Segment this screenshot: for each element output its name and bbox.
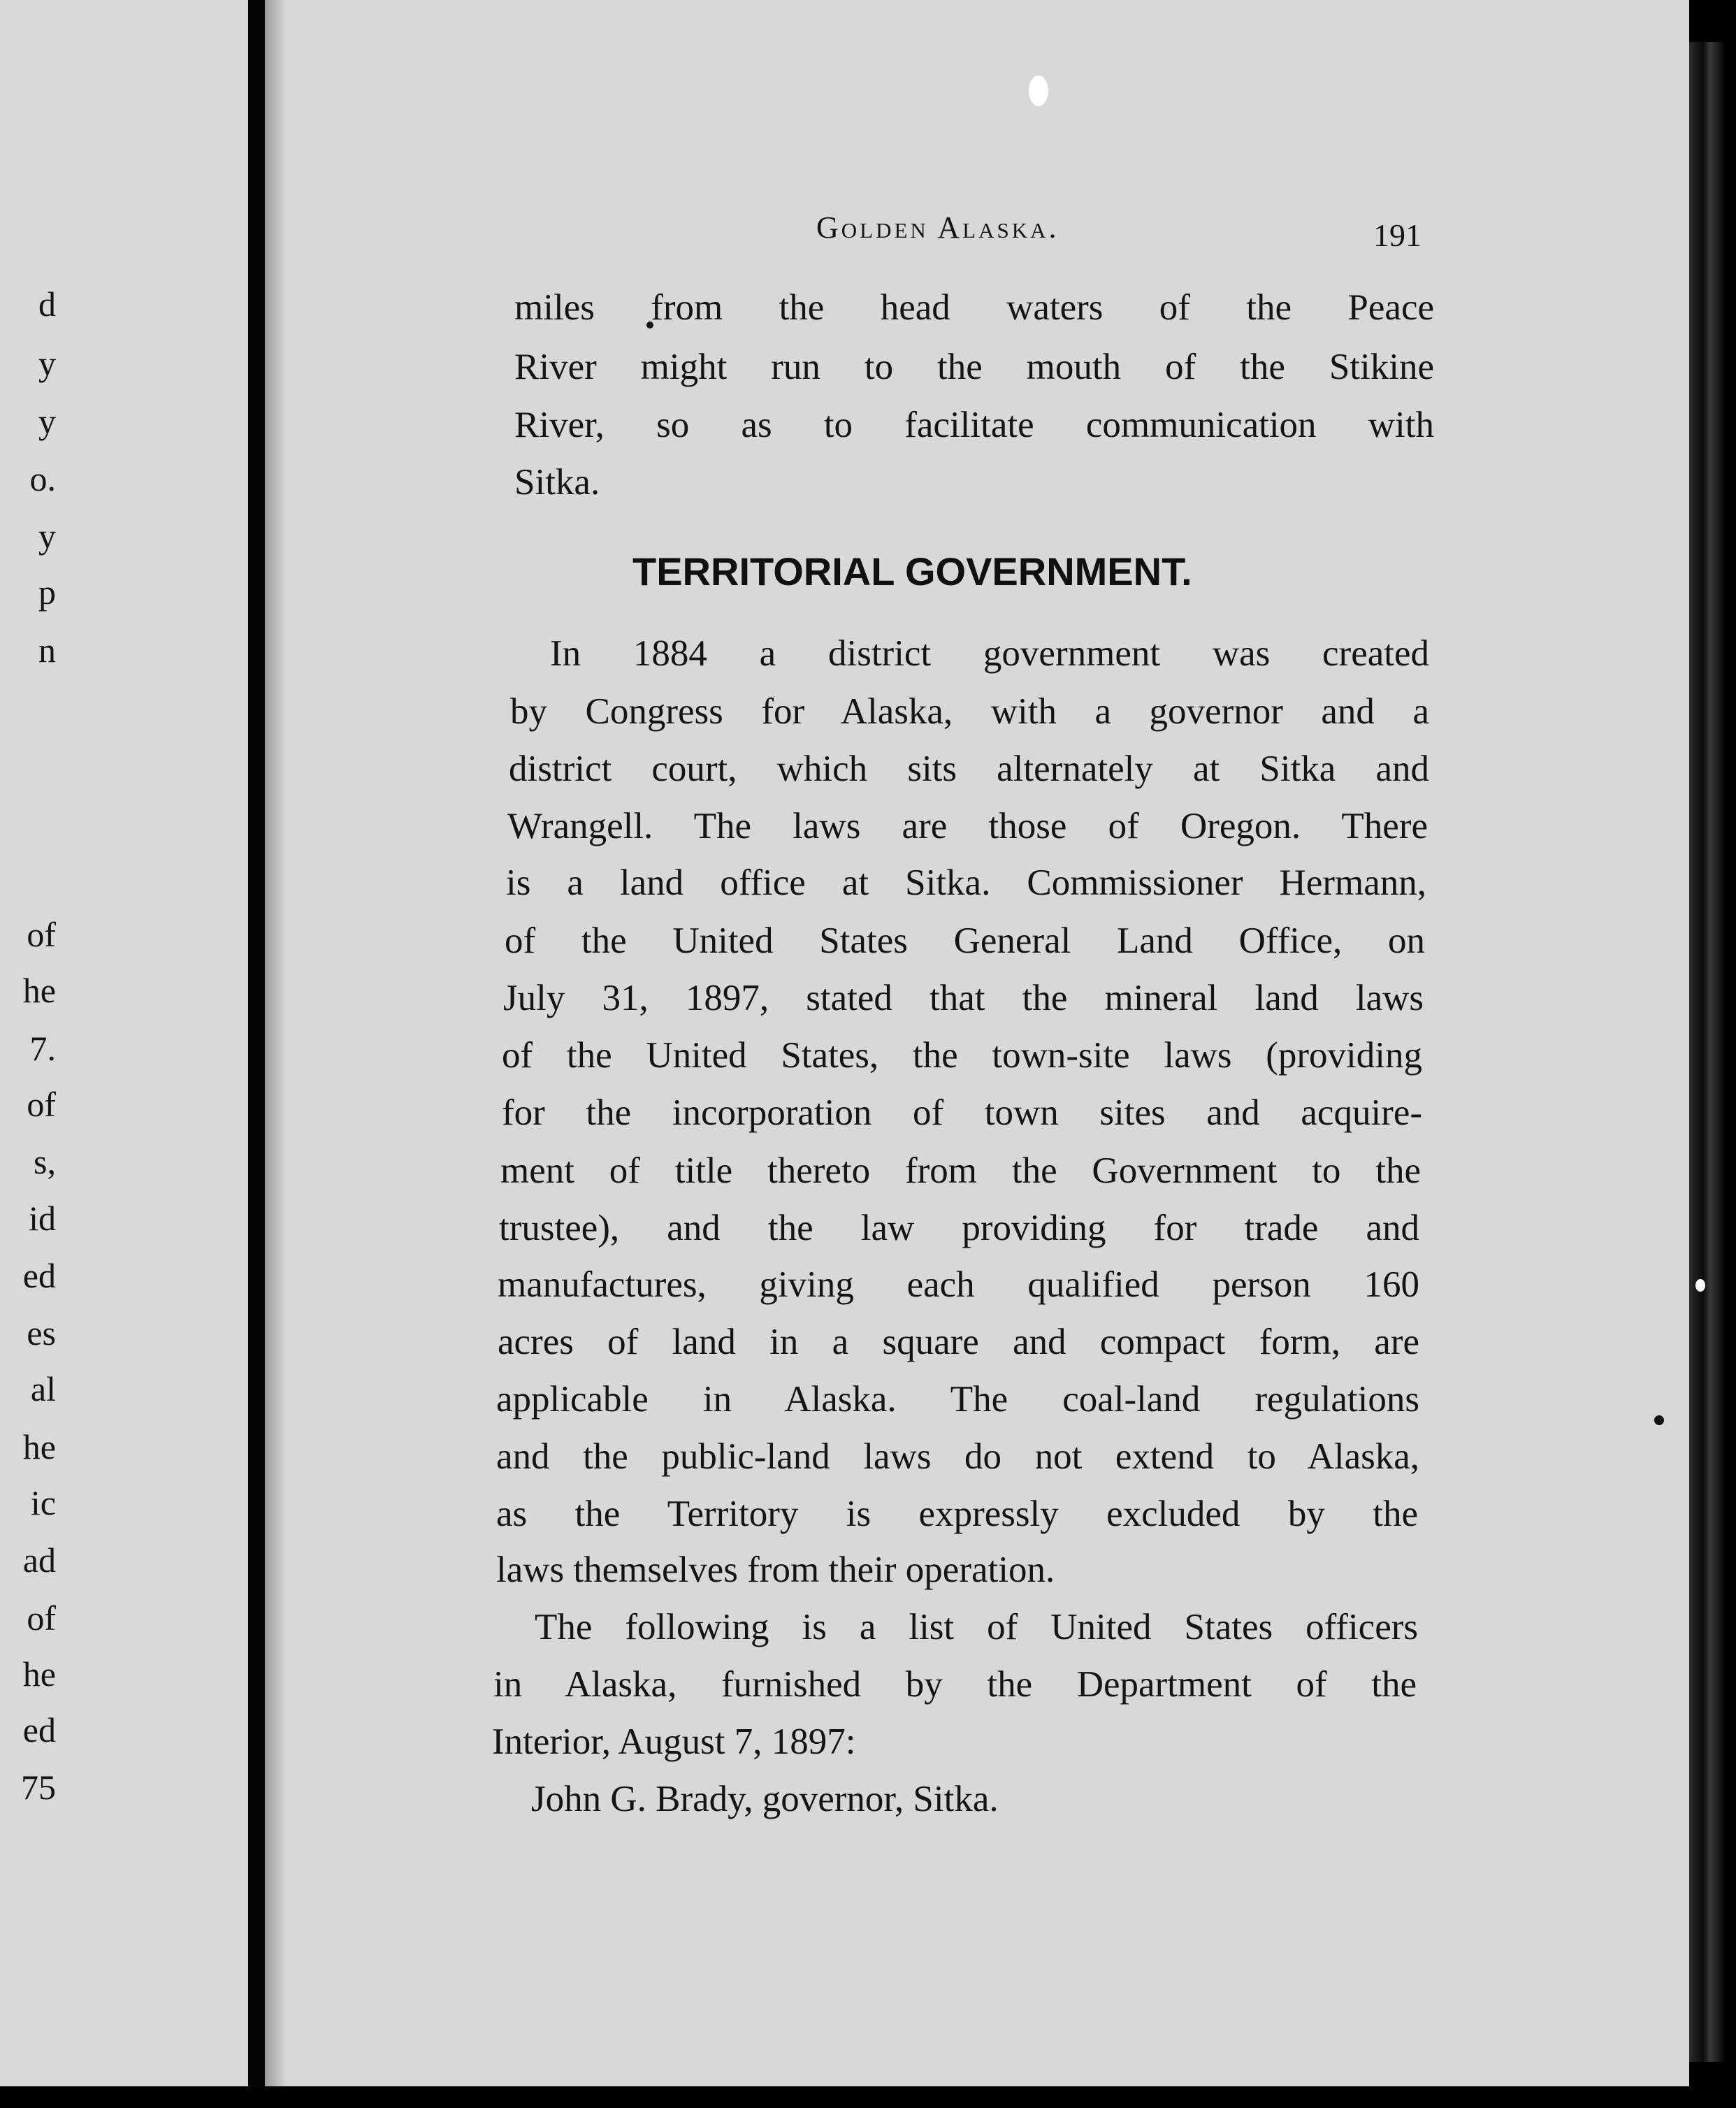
paragraph-line: July 31, 1897, stated that the mineral land laws bbox=[503, 978, 1424, 1018]
continuation-line: Sitka. bbox=[514, 462, 600, 503]
left-page-fragment: al bbox=[30, 1369, 56, 1408]
paragraph-line: In 1884 a district government was created bbox=[550, 633, 1429, 674]
paragraph-line: trustee), and the law providing for trade and bbox=[499, 1208, 1419, 1248]
left-page-fragment: ad bbox=[22, 1540, 56, 1580]
continuation-line: River, so as to facilitate communication with bbox=[514, 405, 1434, 445]
page-number: 191 bbox=[1373, 217, 1422, 253]
left-page-fragment: s, bbox=[34, 1142, 56, 1181]
left-page-fragment: d bbox=[38, 284, 56, 324]
paragraph-line: acres of land in a square and compact form, are bbox=[498, 1322, 1419, 1362]
left-page-fragment: 75 bbox=[21, 1768, 56, 1807]
scan-speck bbox=[1029, 75, 1048, 106]
left-page-fragment: he bbox=[22, 1427, 56, 1466]
left-page-fragment: ed bbox=[22, 1256, 56, 1295]
paragraph-line: for the incorporation of town sites and acquire- bbox=[502, 1092, 1422, 1133]
left-page-fragment: p bbox=[38, 572, 56, 612]
page-edge bbox=[1689, 42, 1724, 2062]
officer-entry: John G. Brady, governor, Sitka. bbox=[531, 1779, 999, 1819]
left-page bbox=[0, 0, 248, 2086]
paragraph-line: manufactures, giving each qualified person 160 bbox=[498, 1264, 1419, 1305]
paragraph-line: The following is a list of United States officers bbox=[535, 1607, 1418, 1647]
paragraph-line: laws themselves from their operation. bbox=[496, 1550, 1055, 1590]
left-page-fragment: o. bbox=[29, 459, 56, 498]
left-page-fragment: es bbox=[27, 1313, 56, 1352]
bottom-border bbox=[0, 2086, 1736, 2108]
left-page-fragment: y bbox=[38, 402, 56, 441]
paragraph-line: of the United States, the town-site laws (providing bbox=[502, 1035, 1422, 1076]
left-page-fragment: id bbox=[29, 1199, 56, 1238]
left-page-fragment: n bbox=[38, 630, 56, 670]
left-page-fragment: he bbox=[22, 1654, 56, 1694]
paragraph-line: ment of title thereto from the Government to the bbox=[500, 1150, 1421, 1191]
left-page-fragment: of bbox=[27, 1598, 56, 1638]
paragraph-line: is a land office at Sitka. Commissioner Hermann, bbox=[506, 862, 1426, 903]
left-page-fragment: ed bbox=[22, 1710, 56, 1749]
left-page-fragment: he bbox=[22, 971, 56, 1010]
paragraph-line: by Congress for Alaska, with a governor and a bbox=[510, 691, 1429, 732]
section-heading: TERRITORIAL GOVERNMENT. bbox=[632, 549, 1192, 593]
book-gutter bbox=[248, 0, 265, 2086]
left-page-fragment: of bbox=[27, 915, 56, 954]
paragraph-line: and the public-land laws do not extend to Alaska, bbox=[496, 1436, 1419, 1477]
paragraph-line: of the United States General Land Office, on bbox=[505, 921, 1425, 961]
paragraph-line: in Alaska, furnished by the Department of the bbox=[493, 1664, 1417, 1705]
left-page-fragment: of bbox=[27, 1085, 56, 1124]
running-head-title: Golden Alaska. bbox=[816, 210, 1059, 245]
paragraph-line: as the Territory is expressly excluded by the bbox=[496, 1494, 1418, 1534]
left-page-fragment: ic bbox=[30, 1483, 56, 1522]
paragraph-line: Interior, August 7, 1897: bbox=[492, 1721, 856, 1762]
continuation-line: miles from the head waters of the Peace bbox=[514, 287, 1434, 328]
left-page-fragment: y bbox=[38, 517, 56, 556]
left-page-fragment: 7. bbox=[29, 1029, 56, 1068]
left-page-fragment: y bbox=[38, 344, 56, 383]
gutter-shadow bbox=[265, 0, 286, 2086]
scan-speck bbox=[1695, 1279, 1705, 1292]
paragraph-line: district court, which sits alternately at Sitka and bbox=[509, 749, 1429, 789]
paragraph-line: Wrangell. The laws are those of Oregon. There bbox=[507, 806, 1428, 846]
scan-speck bbox=[1654, 1415, 1664, 1425]
continuation-line: River might run to the mouth of the Stikine bbox=[514, 347, 1434, 387]
paragraph-line: applicable in Alaska. The coal-land regulations bbox=[496, 1379, 1419, 1420]
